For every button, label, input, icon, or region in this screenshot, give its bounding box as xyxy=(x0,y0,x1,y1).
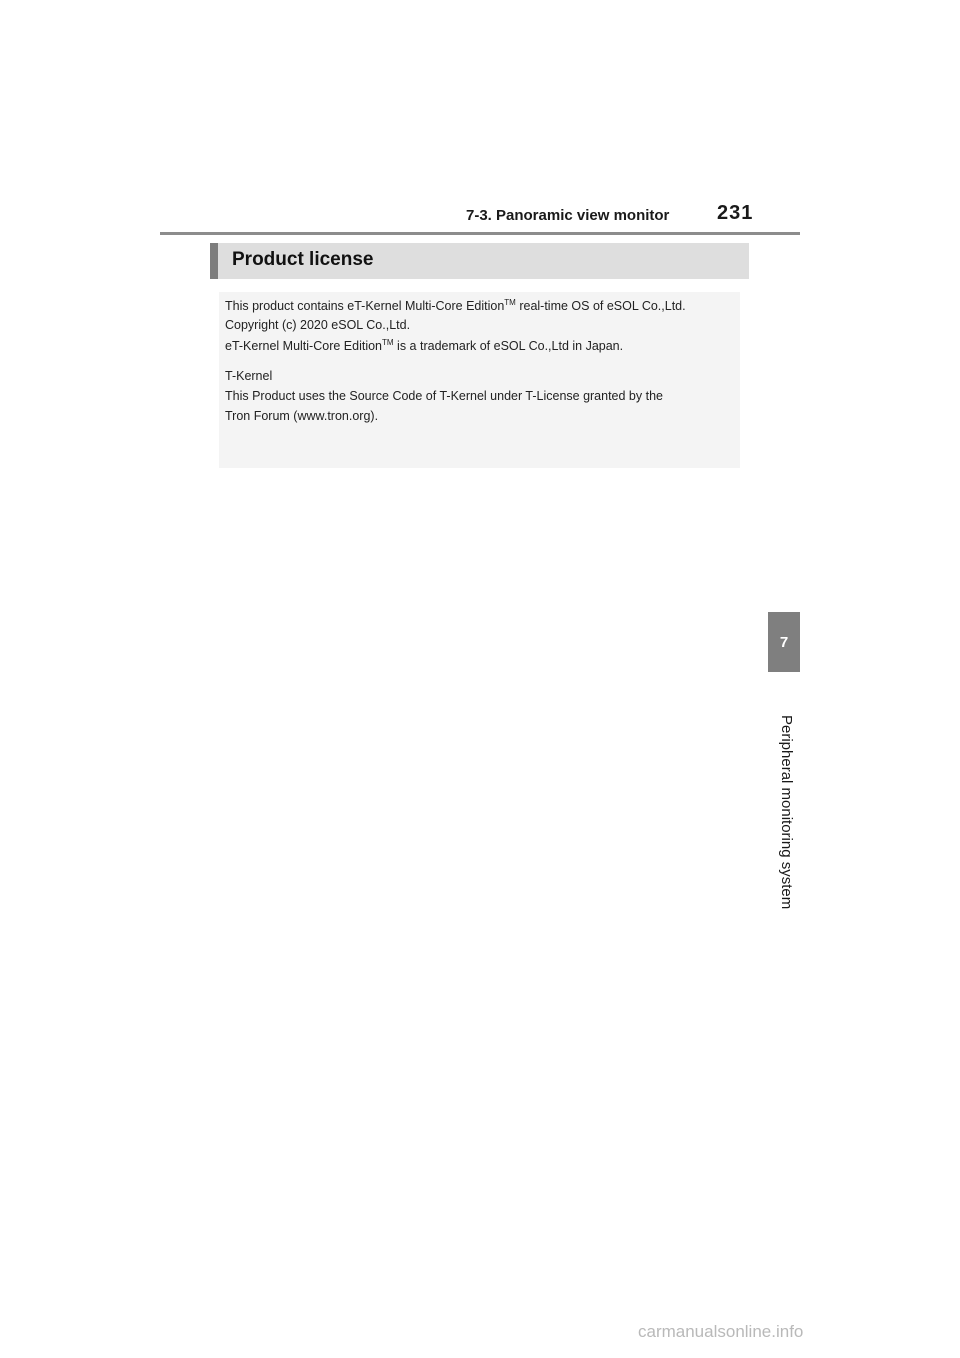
license-line-1 xyxy=(225,298,686,313)
license-line-4: T-Kernel xyxy=(225,369,273,383)
license-line-3 xyxy=(225,338,623,353)
chapter-number: 7 xyxy=(779,634,789,651)
header-rule xyxy=(160,232,800,235)
trademark-superscript: TM xyxy=(382,338,394,347)
section-title: 7-3. Panoramic view monitor xyxy=(466,207,670,224)
license-line-3-text: eT-Kernel Multi-Core Edition xyxy=(225,339,383,353)
chapter-tab xyxy=(768,612,800,672)
license-line-3-tail: is a trademark of eSOL Co.,Ltd in Japan. xyxy=(393,339,624,353)
license-line-1-text: This product contains eT-Kernel Multi-Core Edition xyxy=(225,299,505,313)
page-number: 231 xyxy=(717,202,754,224)
license-line-1-tail: real-time OS of eSOL Co.,Ltd. xyxy=(515,299,686,313)
section-heading xyxy=(210,243,749,279)
trademark-superscript: TM xyxy=(504,298,516,307)
license-line-6: Tron Forum (www.tron.org). xyxy=(225,409,379,423)
license-line-5: This Product uses the Source Code of T-Kernel under T-License granted by the xyxy=(225,389,663,403)
license-line-2: Copyright (c) 2020 eSOL Co.,Ltd. xyxy=(225,318,411,332)
section-heading-text: Product license xyxy=(232,249,374,270)
chapter-label: Peripheral monitoring system xyxy=(778,715,795,910)
license-text-box xyxy=(219,292,740,468)
watermark: carmanualsonline.info xyxy=(638,1322,804,1341)
